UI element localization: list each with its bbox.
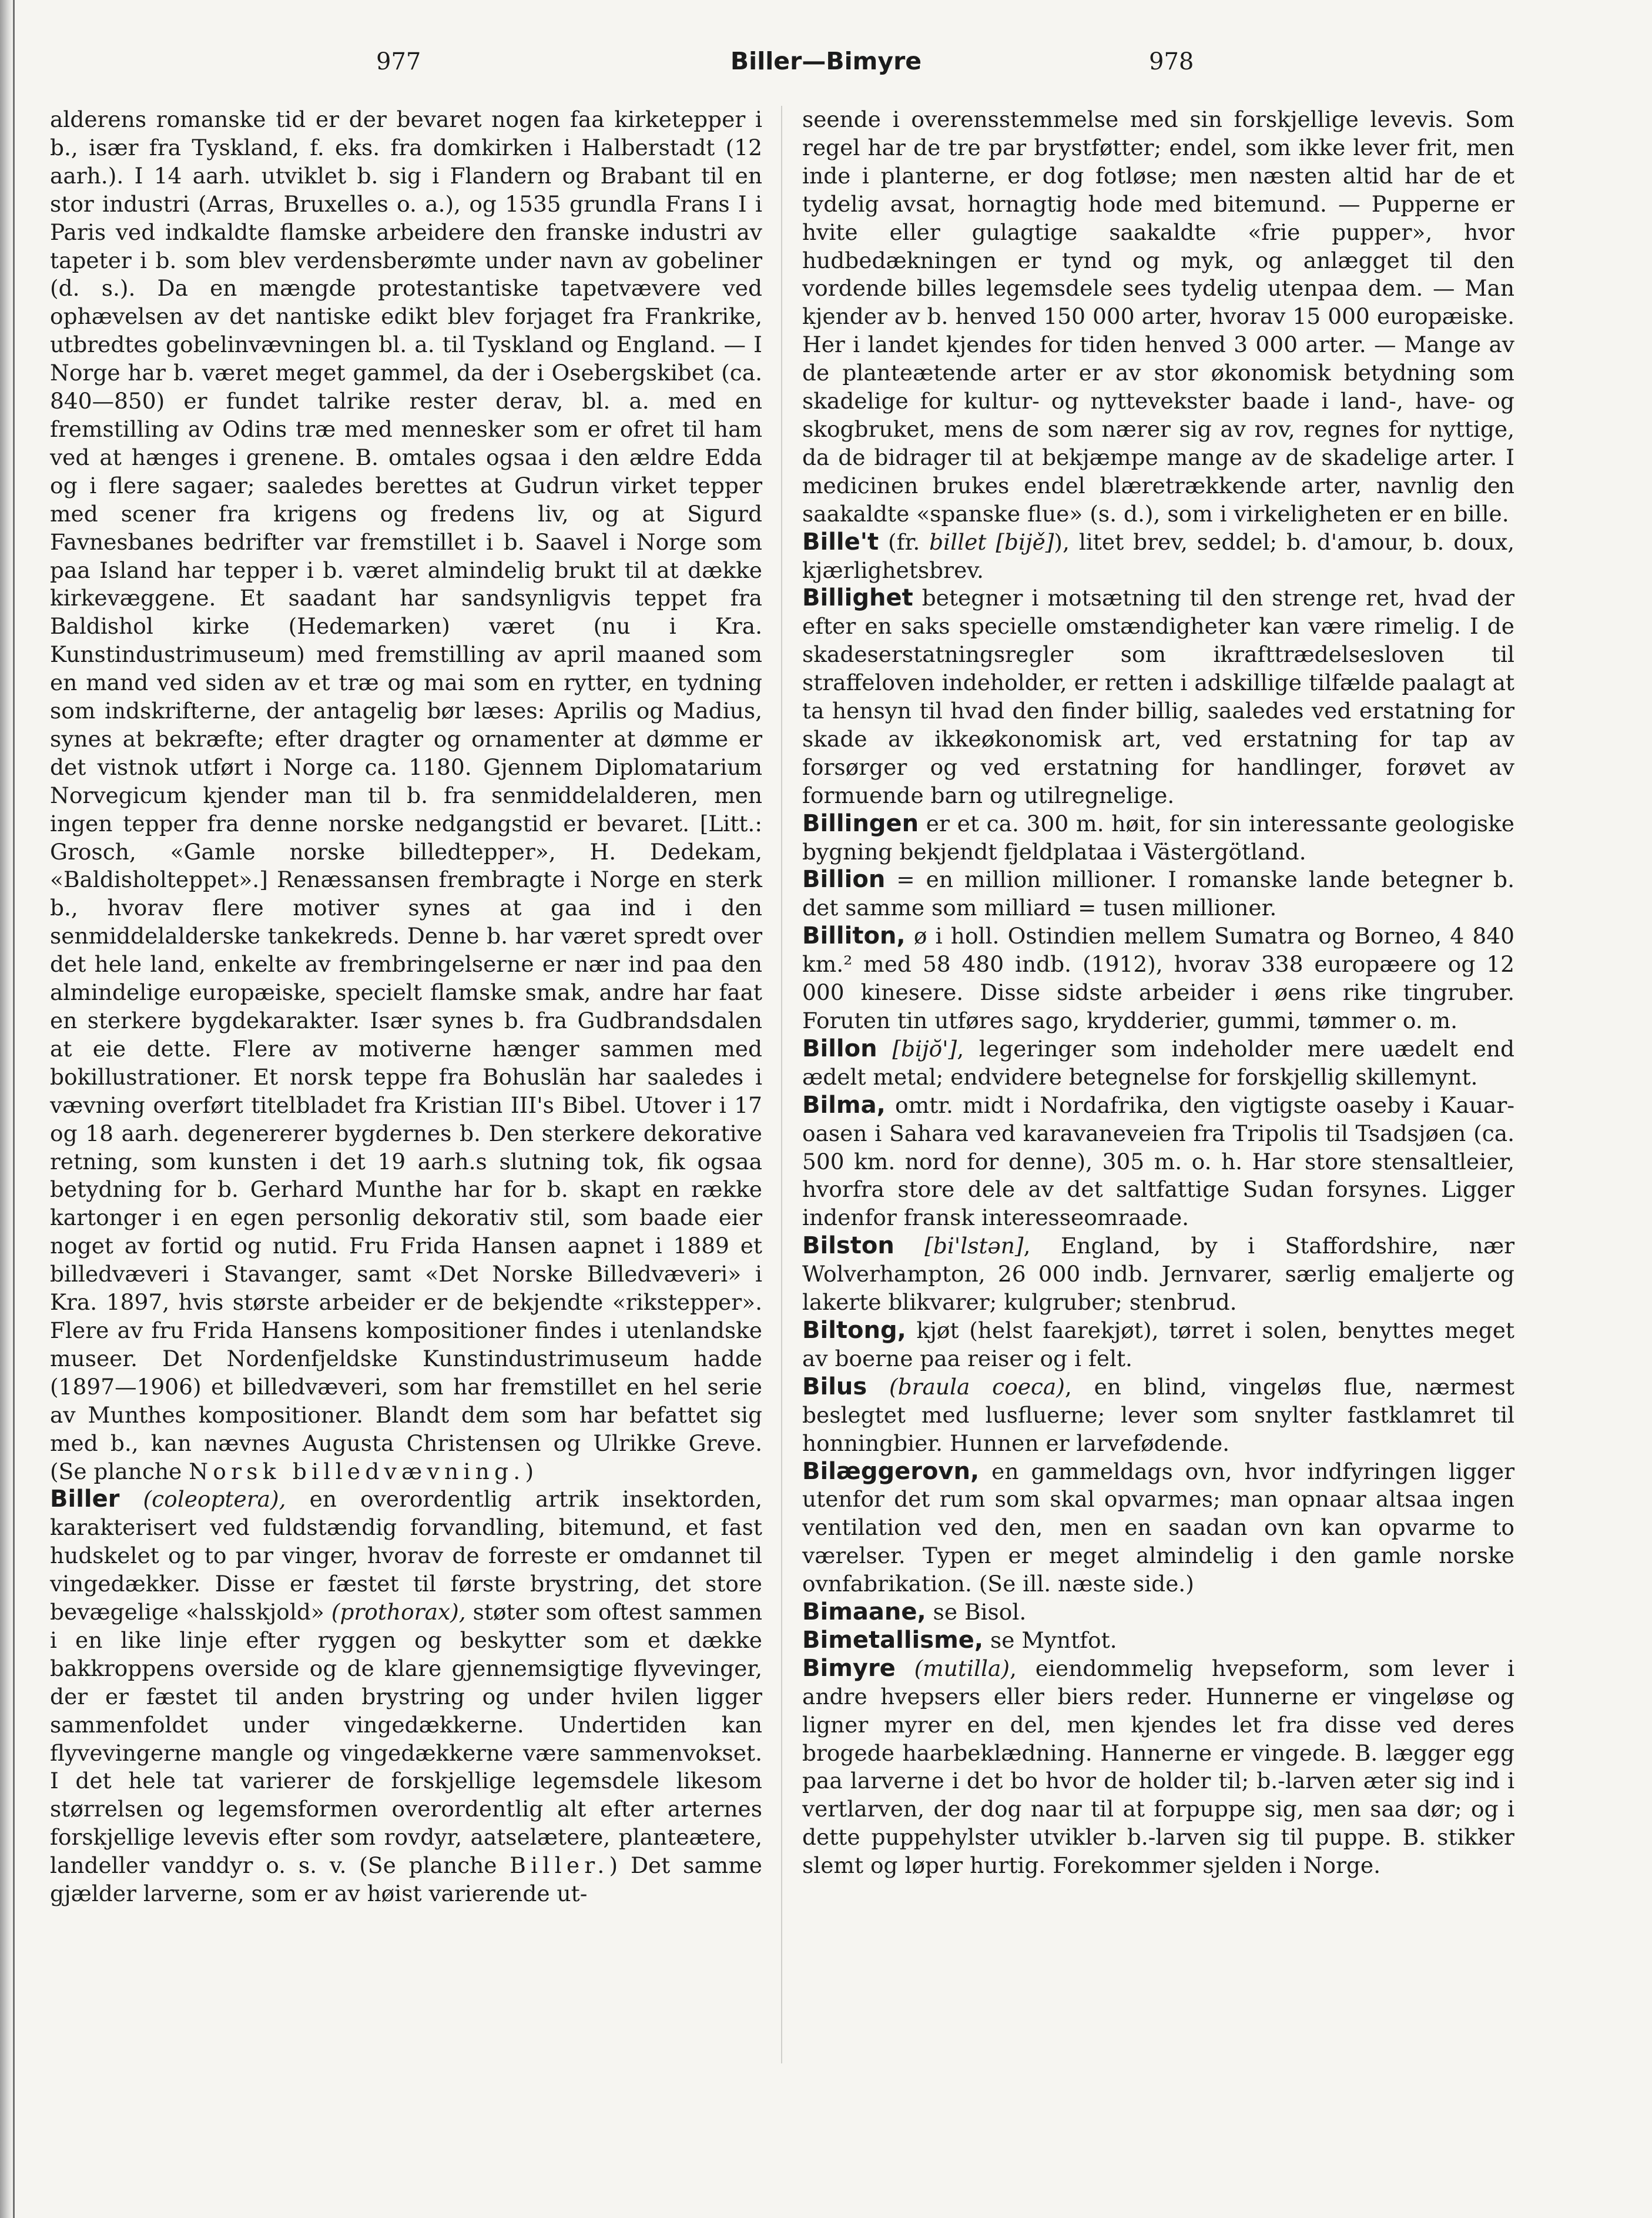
intro-text: alderens romanske tid er der bevaret nogen faa kirketepper i b., især fra Tyskland, f. eks. fra domkirken i Halberstadt (12 aarh.). I 14 aarh. utviklet b. sig i Flandern og Brabant til en stor industri (Arras, Bruxelles o. a.), og 1535 grundla Frans I i Paris ved indkaldte flamske arbeidere den franske industri av tapeter i b. som blev verdensberømte under navn av gobeliner (d. s.). Da en mængde protestantiske tapetvævere ved ophævelsen av det nantiske edikt blev forjaget fra Frankrike, utbredtes gobelinvævningen bl. a. til Tyskland og England. — I Norge har b. været meget gammel, da der i Osebergskibet (ca. 840—850) er fundet talrike rester derav, bl. a. med en fremstilling av Odins træ med mennesker som er ofret til ham ved at hænges i grenene. B. omtales ogsaa i den ældre Edda og i flere sagaer; saaledes berettes at Gudrun virket tepper med scener fra krigens og fredens liv, og at Sigurd Favnesbanes bedrifter var fremstillet i b. Saavel i Norge som paa Island har tepper i b. været almindelig brukt til at dække kirkevæggene. Et saadant har sandsynligvis teppet fra Baldishol kirke (Hedemarken) været (nu i Kra. Kunstindustrimuseum) med fremstilling av april maaned som en mand ved siden av et træ og mai som en rytter, en tydning som indskrifterne, der antagelig bør læses: Aprilis og Madius, synes at bekræfte; efter dragter og ornamenter at dømme er det vistnok utført i Norge ca. 1180. Gjennem Diplomatarium Norvegicum kjender man til b. fra senmiddelalderen, men ingen tepper fra denne norske nedgangstid er bevaret. [Litt.: Grosch, «Gamle norske billedtepper», H. Dedekam, «Baldisholteppet».] Renæssansen frembragte i Norge en sterk b., hvorav flere motiver synes at gaa ind i den senmiddelalderske tankekreds. Denne b. har været spredt over det hele land, enkelte av frembringelserne er nær ind paa den almindelige europæiske, specielt flamske smak, andre har faat en sterkere bygdekarakter. Især synes b. fra Gudbrandsdalen at eie dette. Flere av motiverne hænger sammen med bokillustrationer. Et norsk teppe fra Bohuslän har saaledes i vævning overført titelbladet fra Kristian III's Bibel. Utover i 17 og 18 aarh. degenererer bygdernes b. Den sterkere dekorative retning, som kunsten i det 19 aarh.s slutning tok, fik ogsaa betydning for b. Gerhard Munthe har for b. skapt en række kartonger i en egen personlig dekorativ stil, som baade eier noget av fortid og nutid. Fru Frida Hansen aapnet i 1889 et billedvæveri i Stavanger, samt «Det Norske Billedvæveri» i Kra. 1897, hvis største arbeider er de bekjendte «rikstepper». Flere av fru Frida Hansens kompositioner findes i utenlandske museer. Det Nordenfjeldske Kunstindustrimuseum hadde (1897—1906) et billedvæveri, som har fremstillet en hel serie av Munthes kompositioner. Blandt dem som har befattet sig med b., kan nævnes Augusta Christensen og Ulrikke Greve. (Se planche: [50, 106, 762, 1484]
book-spine-shadow: [0, 0, 13, 2218]
entry-text: , eiendommelig hvepseform, som lever i andre hvepsers eller biers reder. Hunnerne er vingeløse og ligner myrer en del, men kjendes let fra disse ved deres brogede haarbeklædning. Hannerne er vingede. B. lægger egg paa larverne i det bo hvor de holder til; b.-larven æter sig ind i vertlarven, der dog naar til at forpuppe sig, men saa dør; og i dette puppehylster utvikler b.-larven sig til puppe. B. stikker slemt og løper hurtig. Forekommer sjelden i Norge.: [802, 1655, 1514, 1879]
headword: Billighet: [802, 584, 913, 612]
headword: Bilus: [802, 1373, 867, 1400]
book-spine-edge: [13, 0, 15, 2218]
entry-text: , legeringer som indeholder mere uædelt end ædelt metal; endvidere betegnelse for forskjellig skillemynt.: [802, 1035, 1515, 1090]
intro-paragraph: [50, 106, 762, 1486]
entry-biller: [50, 1486, 762, 1908]
running-title: Biller—Bimyre: [730, 47, 922, 75]
dictionary-entry: [802, 584, 1514, 809]
entry-text: er et ca. 300 m. høit, for sin interessante geologiske bygning bekjendt fjeldplataa i Västergötland.: [802, 810, 1514, 865]
entry-prefix: [867, 1374, 889, 1400]
headword: Bimetallisme,: [802, 1626, 984, 1654]
latin-name: (prothorax),: [331, 1599, 466, 1625]
entry-italic: billet [bijě]: [929, 528, 1054, 555]
headword: Bimyre: [802, 1654, 896, 1682]
entry-text: ø i holl. Ostindien mellem Sumatra og Borneo, 4 840 km.² med 58 480 indb. (1912), hvorav 338 europæere og 12 000 kinesere. Disse sidste arbeider i øens rike tingruber. Foruten tin utføres sago, krydderier, gummi, tømmer o. m.: [802, 923, 1514, 1033]
page-number-left: 977: [376, 48, 421, 75]
entry-text: en gammeldags ovn, hvor indfyringen ligger utenfor det rum som skal opvarmes; man opnaar altsaa ingen ventilation ved den, men en saadan ovn kan opvarme to værelser. Typen er meget almindelig i den gamle norske ovnfabrikation. (Se ill. næste side.): [802, 1458, 1514, 1597]
headword-biller: Biller: [50, 1486, 120, 1513]
dictionary-entry: [802, 1598, 1514, 1627]
entry-text: betegner i motsætning til den strenge ret, hvad der efter en saks specielle omstændigheter kan være rimelig. I de skadeserstatningsregler som ikrafttrædelsesloven til straffeloven indeholder, er retten i adskillige tilfælde paalagt at ta hensyn til hvad den finder billig, saaledes ved erstatning for skade av ikkeøkonomisk art, ved erstatning for tap av forsørger og ved erstatning for handlinger, forøvet av formuende barn og utilregnelige.: [802, 585, 1514, 808]
dictionary-entry: [802, 1458, 1514, 1599]
entry-italic: [bi'lstən]: [924, 1233, 1024, 1259]
entry-text: omtr. midt i Nordafrika, den vigtigste oaseby i Kauar-oasen i Sahara ved karavaneveien fra Tripolis til Tsadsjøen (ca. 500 km. nord for denne), 305 m. o. h. Har store stensaltleier, hvorfra store dele av det saltfattige Sudan forsynes. Ligger indenfor fransk interesseomraade.: [802, 1092, 1514, 1231]
dictionary-entry: [802, 1092, 1514, 1233]
dictionary-entry: [802, 1655, 1514, 1880]
entry-text: se Bisol.: [926, 1599, 1027, 1625]
dictionary-entry: [802, 1317, 1514, 1373]
dictionary-entry: [802, 866, 1514, 922]
entry-italic: [bijŏ']: [892, 1035, 957, 1062]
entry-italic: (mutilla): [914, 1655, 1010, 1681]
page-header: [0, 48, 1652, 83]
entry-prefix: [894, 1233, 924, 1259]
dictionary-entry: [802, 922, 1514, 1035]
intro-plate-reference: Norsk billedvævning.: [189, 1458, 525, 1484]
entry-prefix: (fr.: [879, 528, 930, 555]
dictionary-entry: [802, 528, 1514, 585]
entry-prefix: [896, 1655, 914, 1681]
entry-text: kjøt (helst faarekjøt), tørret i solen, benyttes meget av boerne paa reiser og i felt.: [802, 1317, 1514, 1371]
entry-list: [802, 528, 1514, 1881]
dictionary-entry: [802, 1035, 1514, 1092]
headword: Billingen: [802, 809, 919, 837]
headword: Bille't: [802, 528, 879, 556]
entry-text: støter som oftest sammen i en like linje efter ryggen og beskytter som et dække bakkroppens overside og de klare gjennemsigtige flyvevinger, der er fæstet til anden brystring og under hvilen ligger sammenfoldet under vingedækkerne. Undertiden kan flyvevingerne mangle og vingedækkerne være sammenvokset. I det hele tat varierer de forskjellige legemsdele likesom størrelsen og legemsformen overordentlig alt efter arternes forskjellige levevis efter som rovdyr, aatselætere, planteætere, landeller vanddyr o. s. v. (Se planche: [50, 1599, 762, 1879]
intro-close: ): [525, 1458, 534, 1484]
entry-text: ), litet brev, seddel; b. d'amour, b. doux, kjærlighetsbrev.: [802, 528, 1514, 583]
dictionary-entry: [802, 1232, 1514, 1317]
entry-text: , en blind, vingeløs flue, nærmest beslegtet med lusfluerne; lever som snylter fastklamret til honningbier. Hunnen er larvefødende.: [802, 1373, 1515, 1456]
entry-prefix: [877, 1036, 893, 1062]
headword: Billion: [802, 866, 886, 894]
headword: Bilma,: [802, 1091, 886, 1119]
headword: Bimaane,: [802, 1598, 926, 1626]
entry-text: en overordentlig artrik insektorden, karakterisert ved fuldstændig forvandling, bitemund, et fast hudskelet og to par vinger, hvorav de forreste er omdannet til vingedækker. Disse er fæstet til første brystring, det store bevægelige «halsskjold»: [50, 1486, 762, 1625]
entry-text: se Myntfot.: [983, 1627, 1117, 1653]
right-column: [802, 106, 1514, 1880]
entry-text: ) Det samme gjælder larverne, som er av høist varierende ut-: [50, 1852, 762, 1907]
left-column: [50, 106, 762, 1908]
dictionary-entry: [802, 810, 1514, 867]
headword: Billon: [802, 1035, 877, 1062]
page-number-right: 978: [1149, 48, 1194, 75]
headword: Bilston: [802, 1232, 894, 1260]
headword: Biltong,: [802, 1316, 906, 1344]
continuation-paragraph: seende i overensstemmelse med sin forskjellige levevis. Som regel har de tre par brystføtter; endel, som ikke lever frit, men inde i planterne, er dog fotløse; men næsten altid har de et tydelig avsat, hornagtig hode med bitemund. — Pupperne er hvite eller gulagtige saakaldte «frie pupper», hvor hudbedækningen er tynd og myk, og anlægget til den vordende billes legemsdele sees tydelig utenpaa dem. — Man kjender av b. henved 150 000 arter, hvorav 15 000 europæiske. Her i landet kjendes for tiden henved 3 000 arter. — Mange av de planteætende arter er av stor økonomisk betydning som skadelige for kultur- og nyttevekster baade i land-, have- og skogbruket, mens de som nærer sig av rov, regnes for nyttige, da de bidrager til at bekjæmpe mange av de skadelige arter. I medicinen brukes endel blæretrækkende arter, navnlig den saakaldte «spanske flue» (s. d.), som i virkeligheten er en bille.: [802, 106, 1514, 527]
entry-text: , England, by i Staffordshire, nær Wolverhampton, 26 000 indb. Jernvarer, særlig emaljerte og lakerte blikvarer; kulgruber; stenbrud.: [802, 1233, 1514, 1316]
dictionary-entry: [802, 1627, 1514, 1655]
headword: Bilæggerovn,: [802, 1457, 980, 1485]
dictionary-entry: [802, 1373, 1514, 1458]
headword: Billiton,: [802, 922, 906, 950]
latin-name: (coleoptera),: [143, 1486, 286, 1513]
entry-text: = en million millioner. I romanske lande betegner b. det samme som milliard = tusen millioner.: [802, 867, 1514, 921]
column-divider: [781, 106, 782, 2063]
plate-reference: Biller.: [510, 1852, 609, 1879]
entry-italic: (braula coeca): [889, 1373, 1065, 1400]
